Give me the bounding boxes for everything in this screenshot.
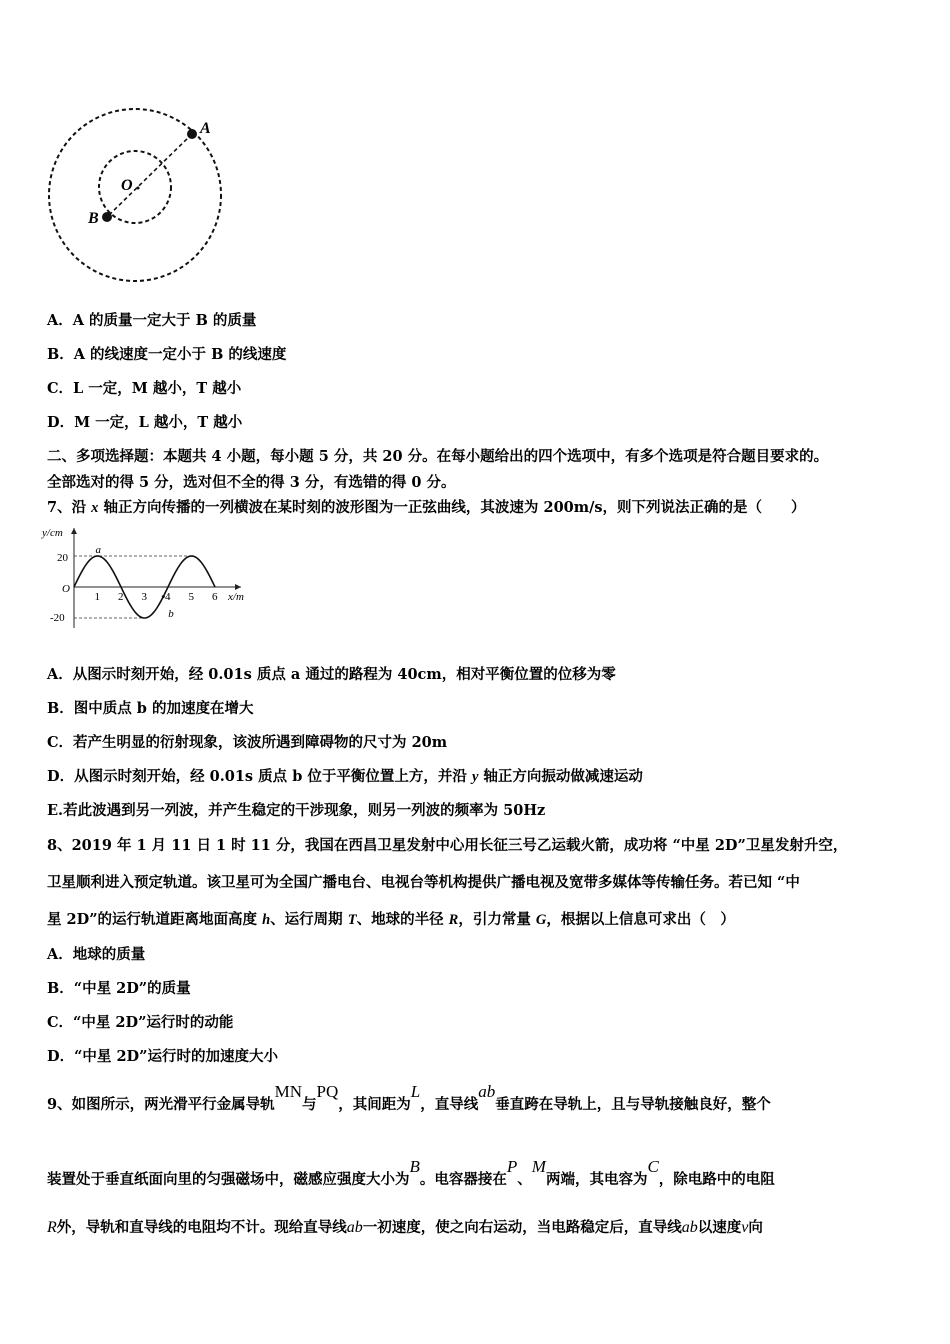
q9-sym-C: C <box>647 1157 659 1176</box>
wave-ytick-bottom: -20 <box>50 612 65 624</box>
center-o-dot <box>137 187 140 190</box>
q7-option-d-a: D．从图示时刻开始，经 0.01s 质点 b 位于平衡位置上方，并沿 <box>47 768 472 785</box>
q9-l1-b: 与 <box>302 1096 317 1113</box>
q9-l3-a: 外，导轨和直导线的电阻均不计。现给直导线 <box>56 1219 347 1236</box>
wave-ylabel: y/cm <box>42 527 63 539</box>
q9-sym-MN: MN <box>274 1082 302 1101</box>
wave-point-b: b <box>168 607 174 620</box>
q8-l3-T: T <box>347 912 357 928</box>
wave-xtick: 3 <box>141 591 147 603</box>
q9-l2-b: 。电容器接在 <box>419 1171 507 1188</box>
q7-option-d-y: y <box>471 769 479 785</box>
wave-xlabel: x/m <box>228 591 244 603</box>
q8-option-d: D．“中星 2D”运行时的加速度大小 <box>47 1048 278 1065</box>
orbit-figure <box>40 95 240 290</box>
q6-option-d: D．M 一定，L 越小，T 越小 <box>47 414 243 431</box>
q9-sym-L: L <box>410 1082 421 1101</box>
wave-xtick: 1 <box>94 591 100 603</box>
q9-sym-B: B <box>409 1157 420 1176</box>
q9-sym-ab: ab <box>478 1082 496 1101</box>
q6-option-a: A．A 的质量一定大于 B 的质量 <box>47 312 257 329</box>
q9-l2-a: 装置处于垂直纸面向里的匀强磁场中，磁感应强度大小为 <box>47 1171 410 1188</box>
q9-l1-a: 9、如图所示，两光滑平行金属导轨 <box>47 1096 275 1113</box>
q6-option-b: B．A 的线速度一定小于 B 的线速度 <box>47 346 287 363</box>
q9-l1-e: 垂直跨在导轨上，且与导轨接触良好，整个 <box>495 1096 771 1113</box>
q7-option-d-b: 轴正方向振动做减速运动 <box>478 768 643 785</box>
q8-line3 <box>47 910 735 930</box>
q8-option-c: C．“中星 2D”运行时的动能 <box>47 1014 234 1031</box>
connecting-line <box>107 134 192 217</box>
section2-line2: 全部选对的得 5 分，选对但不全的得 3 分，有选错的得 0 分。 <box>47 474 456 491</box>
q9-l2-e: ，除电路中的电阻 <box>658 1171 775 1188</box>
q8-option-b: B．“中星 2D”的质量 <box>47 980 191 997</box>
q6-option-c: C．L 一定，M 越小，T 越小 <box>47 380 242 397</box>
q7-stem-a: 7、沿 <box>47 499 92 516</box>
q9-l2-c: 、 <box>517 1171 532 1188</box>
q7-stem-b: 轴正方向传播的一列横波在某时刻的波形图为一正弦曲线，其波速为 200m/s，则下列说法正确的是（ ） <box>98 499 806 516</box>
q9-l3-d: 向 <box>748 1219 763 1236</box>
wave-point-b-dot <box>162 595 165 598</box>
q9-line3 <box>47 1218 763 1238</box>
q7-stem <box>47 498 806 518</box>
wave-origin-label: O <box>62 583 70 595</box>
q8-l3-a: 星 2D”的运行轨道距离地面高度 <box>47 911 263 928</box>
q9-l2-d: 两端，其电容为 <box>545 1171 648 1188</box>
wave-point-a: a <box>95 544 101 556</box>
q9-l3-c: 以速度 <box>697 1219 742 1236</box>
q7-stem-x: x <box>91 500 99 516</box>
mass-a-dot <box>187 129 197 139</box>
q7-option-e: E.若此波遇到另一列波，并产生稳定的干涉现象，则另一列波的频率为 50Hz <box>47 802 546 819</box>
q8-l3-e: ，根据以上信息可求出（ ） <box>546 911 735 928</box>
wave-xtick: 4 <box>165 591 171 603</box>
q9-sym-R: R <box>47 1219 57 1236</box>
wave-xtick: 5 <box>188 591 194 603</box>
q9-sym-ab2: ab <box>346 1219 363 1236</box>
q9-sym-M: M <box>531 1157 546 1176</box>
label-a: A <box>200 120 211 137</box>
mass-b-dot <box>102 212 112 222</box>
q8-l3-R: R <box>448 912 459 928</box>
wave-x-arrow <box>235 584 241 590</box>
q9-l1-c: ，其间距为 <box>338 1096 411 1113</box>
label-o: O <box>121 177 133 194</box>
q9-line2 <box>47 1157 775 1190</box>
q8-l3-G: G <box>535 912 547 928</box>
wave-y-arrow <box>71 528 77 534</box>
section2-line1: 二、多项选择题：本题共 4 小题，每小题 5 分，共 20 分。在每小题给出的四个选项中，有多个选项是符合题目要求的。 <box>47 448 829 465</box>
q8-l3-b: 、运行周期 <box>270 911 348 928</box>
q9-sym-v: v <box>741 1219 749 1236</box>
q8-line2: 卫星顺利进入预定轨道。该卫星可为全国广播电台、电视台等机构提供广播电视及宽带多媒体等传输任务。若已知 “中 <box>47 874 800 891</box>
q8-option-a: A．地球的质量 <box>47 946 146 963</box>
label-b: B <box>88 210 99 227</box>
wave-chart <box>40 525 265 640</box>
q7-option-c: C．若产生明显的衍射现象，该波所遇到障碍物的尺寸为 20m <box>47 734 448 751</box>
inner-orbit <box>99 151 171 223</box>
q8-l3-c: 、地球的半径 <box>356 911 449 928</box>
q9-sym-ab3: ab <box>681 1219 698 1236</box>
q8-line1: 8、2019 年 1 月 11 日 1 时 11 分，我国在西昌卫星发射中心用长征三号乙运载火箭，成功将 “中星 2D”卫星发射升空， <box>47 837 848 854</box>
q7-option-a: A．从图示时刻开始，经 0.01s 质点 a 通过的路程为 40cm，相对平衡位置的位移为零 <box>47 666 616 683</box>
wave-xtick: 6 <box>212 591 218 603</box>
q7-option-d <box>47 767 643 787</box>
wave-ytick-top: 20 <box>57 552 68 564</box>
q9-l1-d: ，直导线 <box>420 1096 479 1113</box>
q9-l3-b: 一初速度，使之向右运动，当电路稳定后，直导线 <box>362 1219 682 1236</box>
wave-xtick: 2 <box>118 591 124 603</box>
q7-option-b: B．图中质点 b 的加速度在增大 <box>47 700 254 717</box>
q9-line1 <box>47 1082 771 1115</box>
q8-l3-h: h <box>262 912 271 928</box>
q9-sym-PQ: PQ <box>316 1082 339 1101</box>
q9-sym-P: P <box>506 1157 518 1176</box>
q8-l3-d: ，引力常量 <box>458 911 536 928</box>
